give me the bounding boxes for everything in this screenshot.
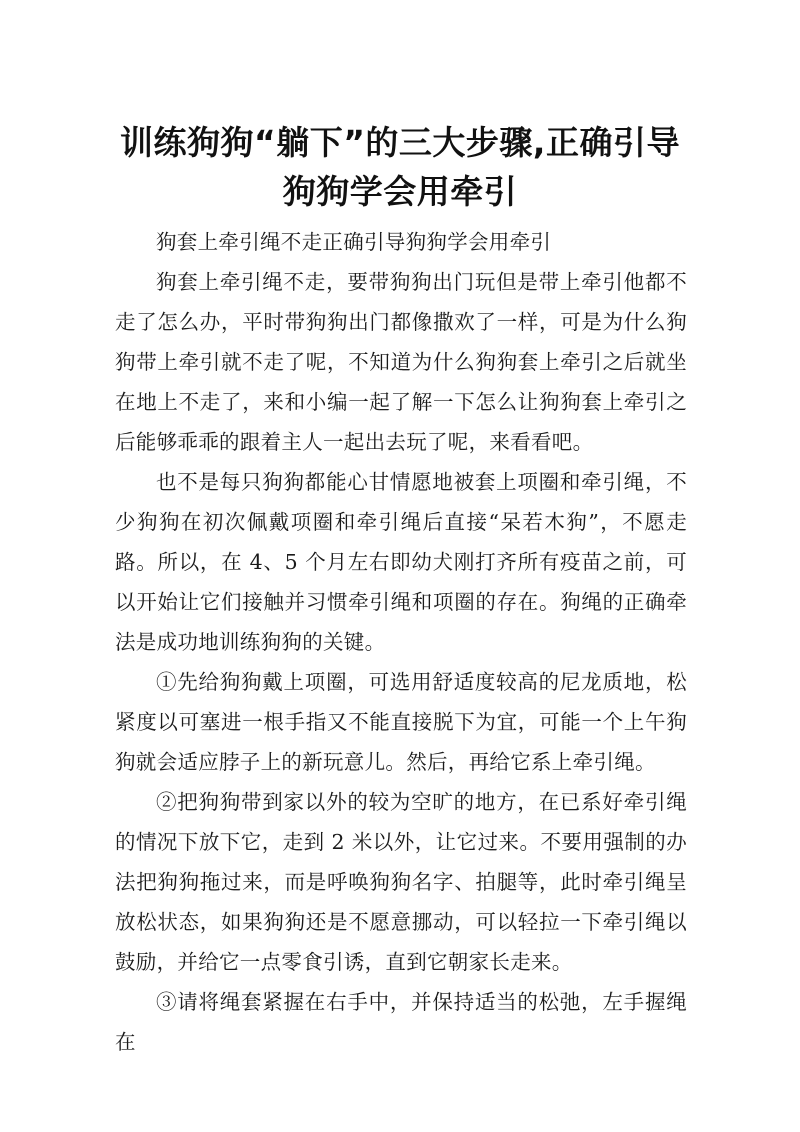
paragraph-intro: 狗套上牵引绳不走，要带狗狗出门玩但是带上牵引他都不走了怎么办，平时带狗狗出门都像撒欢了一样，可是为什么狗狗带上牵引就不走了呢，不知道为什么狗狗套上牵引之后就坐在地上不走了，来和小编一起了解一下怎么让狗狗套上牵引之后能够乖乖的跟着主人一起出去玩了呢，来看看吧。 [115, 270, 687, 454]
document-title: 训练狗狗“躺下”的三大步骤,正确引导狗狗学会用牵引 [120, 123, 680, 211]
paragraph-background: 也不是每只狗狗都能心甘情愿地被套上项圈和牵引绳，不少狗狗在初次佩戴项圈和牵引绳后直接“呆若木狗”，不愿走路。所以，在 4、5 个月左右即幼犬刚打齐所有疫苗之前，可以开始让它们接触并习惯牵引绳和项圈的存在。狗绳的正确牵法是成功地训练狗狗的关键。 [115, 470, 687, 654]
paragraph-subtitle: 狗套上牵引绳不走正确引导狗狗学会用牵引 [156, 230, 552, 254]
document-body [115, 222, 687, 1062]
paragraph-step-1: ①先给狗狗戴上项圈，可选用舒适度较高的尼龙质地，松紧度以可塞进一根手指又不能直接脱下为宜，可能一个上午狗狗就会适应脖子上的新玩意儿。然后，再给它系上牵引绳。 [115, 670, 687, 774]
paragraph-step-2: ②把狗狗带到家以外的较为空旷的地方，在已系好牵引绳的情况下放下它，走到 2 米以外，让它过来。不要用强制的办法把狗狗拖过来，而是呼唤狗狗名字、拍腿等，此时牵引绳呈放松状态，如果狗狗还是不愿意挪动，可以轻拉一下牵引绳以鼓励，并给它一点零食引诱，直到它朝家长走来。 [115, 790, 687, 974]
paragraph-step-3: ③请将绳套紧握在右手中，并保持适当的松弛，左手握绳在 [115, 990, 687, 1054]
